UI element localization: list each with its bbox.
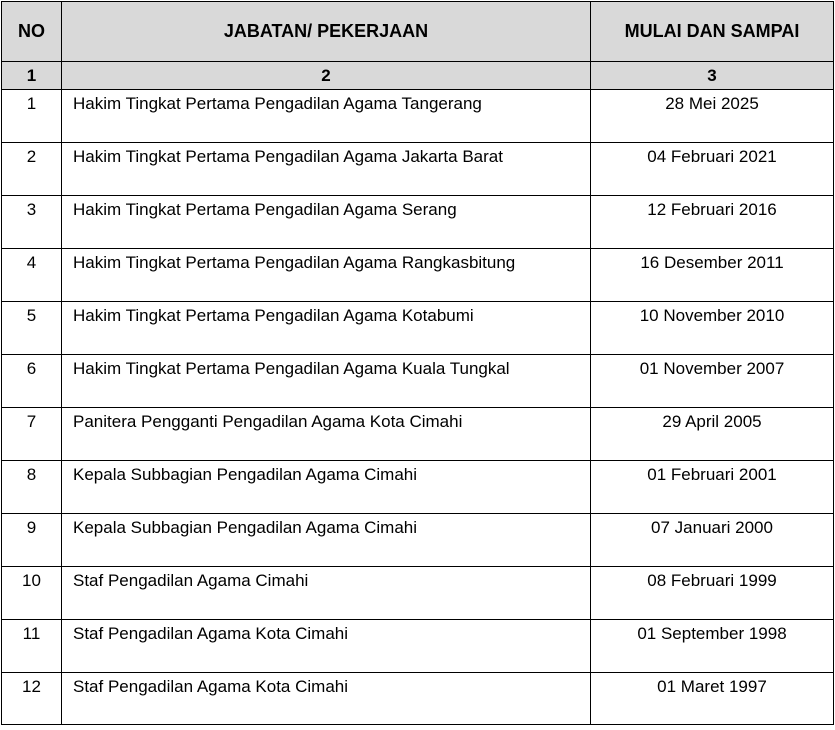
row-date: 01 Februari 2001 [591,461,834,514]
table-body [2,90,834,725]
table-row [2,514,834,567]
row-number: 1 [2,90,62,143]
table-row [2,461,834,514]
column-index-row [2,62,834,90]
header-date: MULAI DAN SAMPAI [591,2,834,62]
row-position: Staf Pengadilan Agama Kota Cimahi [62,620,591,673]
header-job: JABATAN/ PEKERJAAN [62,2,591,62]
table-row [2,249,834,302]
row-date: 29 April 2005 [591,408,834,461]
row-position: Staf Pengadilan Agama Kota Cimahi [62,673,591,725]
table-row [2,408,834,461]
row-position: Hakim Tingkat Pertama Pengadilan Agama Serang [62,196,591,249]
row-date: 07 Januari 2000 [591,514,834,567]
row-position: Panitera Pengganti Pengadilan Agama Kota Cimahi [62,408,591,461]
row-position: Staf Pengadilan Agama Cimahi [62,567,591,620]
row-date: 10 November 2010 [591,302,834,355]
row-date: 04 Februari 2021 [591,143,834,196]
row-position: Hakim Tingkat Pertama Pengadilan Agama Rangkasbitung [62,249,591,302]
row-date: 08 Februari 1999 [591,567,834,620]
row-date: 01 Maret 1997 [591,673,834,725]
table-row [2,302,834,355]
table-row [2,620,834,673]
row-number: 4 [2,249,62,302]
table-row [2,567,834,620]
row-number: 8 [2,461,62,514]
row-number: 7 [2,408,62,461]
row-number: 12 [2,673,62,725]
row-position: Kepala Subbagian Pengadilan Agama Cimahi [62,514,591,567]
row-number: 10 [2,567,62,620]
row-date: 16 Desember 2011 [591,249,834,302]
header-no: NO [2,2,62,62]
row-date: 28 Mei 2025 [591,90,834,143]
row-position: Kepala Subbagian Pengadilan Agama Cimahi [62,461,591,514]
row-position: Hakim Tingkat Pertama Pengadilan Agama Tangerang [62,90,591,143]
row-number: 6 [2,355,62,408]
column-index-no: 1 [2,62,62,90]
table-row [2,355,834,408]
column-index-job: 2 [62,62,591,90]
row-position: Hakim Tingkat Pertama Pengadilan Agama Jakarta Barat [62,143,591,196]
table-row [2,143,834,196]
row-number: 11 [2,620,62,673]
row-position: Hakim Tingkat Pertama Pengadilan Agama Kuala Tungkal [62,355,591,408]
row-number: 3 [2,196,62,249]
row-date: 12 Februari 2016 [591,196,834,249]
row-date: 01 September 1998 [591,620,834,673]
row-number: 9 [2,514,62,567]
header-row [2,2,834,62]
career-history-table [1,1,834,725]
table-row [2,673,834,725]
table-row [2,90,834,143]
row-date: 01 November 2007 [591,355,834,408]
table-row [2,196,834,249]
row-number: 2 [2,143,62,196]
row-number: 5 [2,302,62,355]
row-position: Hakim Tingkat Pertama Pengadilan Agama Kotabumi [62,302,591,355]
column-index-date: 3 [591,62,834,90]
